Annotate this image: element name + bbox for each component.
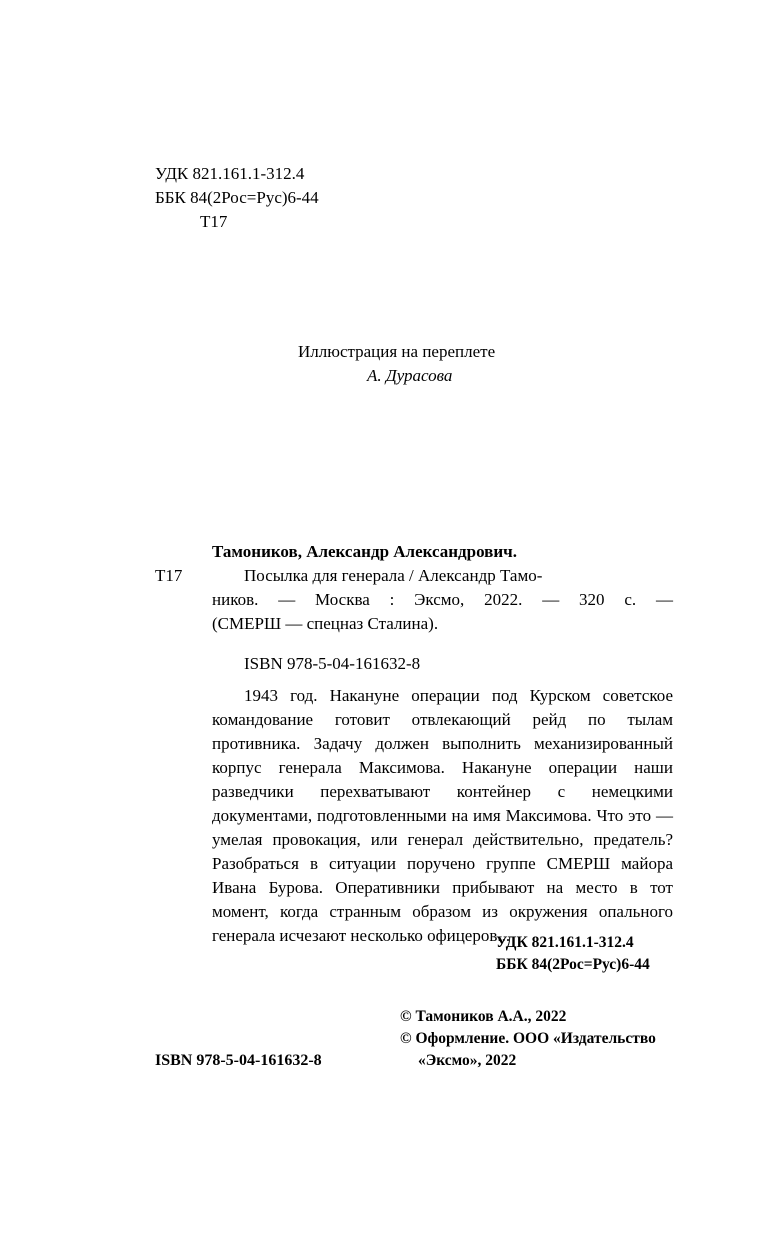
catalog-description-line-2: ников. — Москва : Эксмо, 2022. — 320 с. —	[212, 590, 673, 609]
cover-illustrator-name: А. Дурасова	[367, 366, 453, 385]
catalog-author-heading: Тамоников, Александр Александрович.	[212, 542, 517, 561]
udk-code-top: УДК 821.161.1-312.4	[155, 164, 305, 183]
imprint-isbn: ISBN 978-5-04-161632-8	[155, 1052, 322, 1069]
author-mark-top: Т17	[200, 212, 228, 231]
catalog-bbk-code: ББК 84(2Рос=Рус)6-44	[496, 956, 650, 973]
catalog-author-mark: Т17	[155, 566, 183, 585]
catalog-udk-code: УДК 821.161.1-312.4	[496, 934, 634, 951]
catalog-isbn: ISBN 978-5-04-161632-8	[244, 654, 421, 673]
cover-illustration-caption: Иллюстрация на переплете	[298, 342, 496, 361]
copyright-author: © Тамоников А.А., 2022	[400, 1008, 567, 1025]
catalog-description-line-3: (СМЕРШ — спецназ Сталина).	[212, 614, 439, 633]
bbk-code-top: ББК 84(2Рос=Рус)6-44	[155, 188, 319, 207]
catalog-annotation: 1943 год. Накануне операции под Курском советское командование готовит отвлекающий рейд по тылам противника. Задачу должен выполнить механизированный корпус генерала Максимова. Накануне операции наши разведчики перехватывают контейнер с немецкими документами, подготовленными на имя Максимова. Что это — умелая провокация, или генерал действительно, предатель? Разобраться в ситуации поручено группе СМЕРШ майора Ивана Бурова. Оперативники прибывают на место в тот момент, когда странным образом из окружения опального генерала исчезают несколько офицеров...	[212, 686, 673, 945]
copyright-design-line-2: «Эксмо», 2022	[418, 1052, 517, 1069]
copyright-design-line-1: © Оформление. ООО «Издательство	[400, 1030, 656, 1047]
catalog-description-line-1: Посылка для генерала / Александр Тамо-	[244, 566, 543, 585]
